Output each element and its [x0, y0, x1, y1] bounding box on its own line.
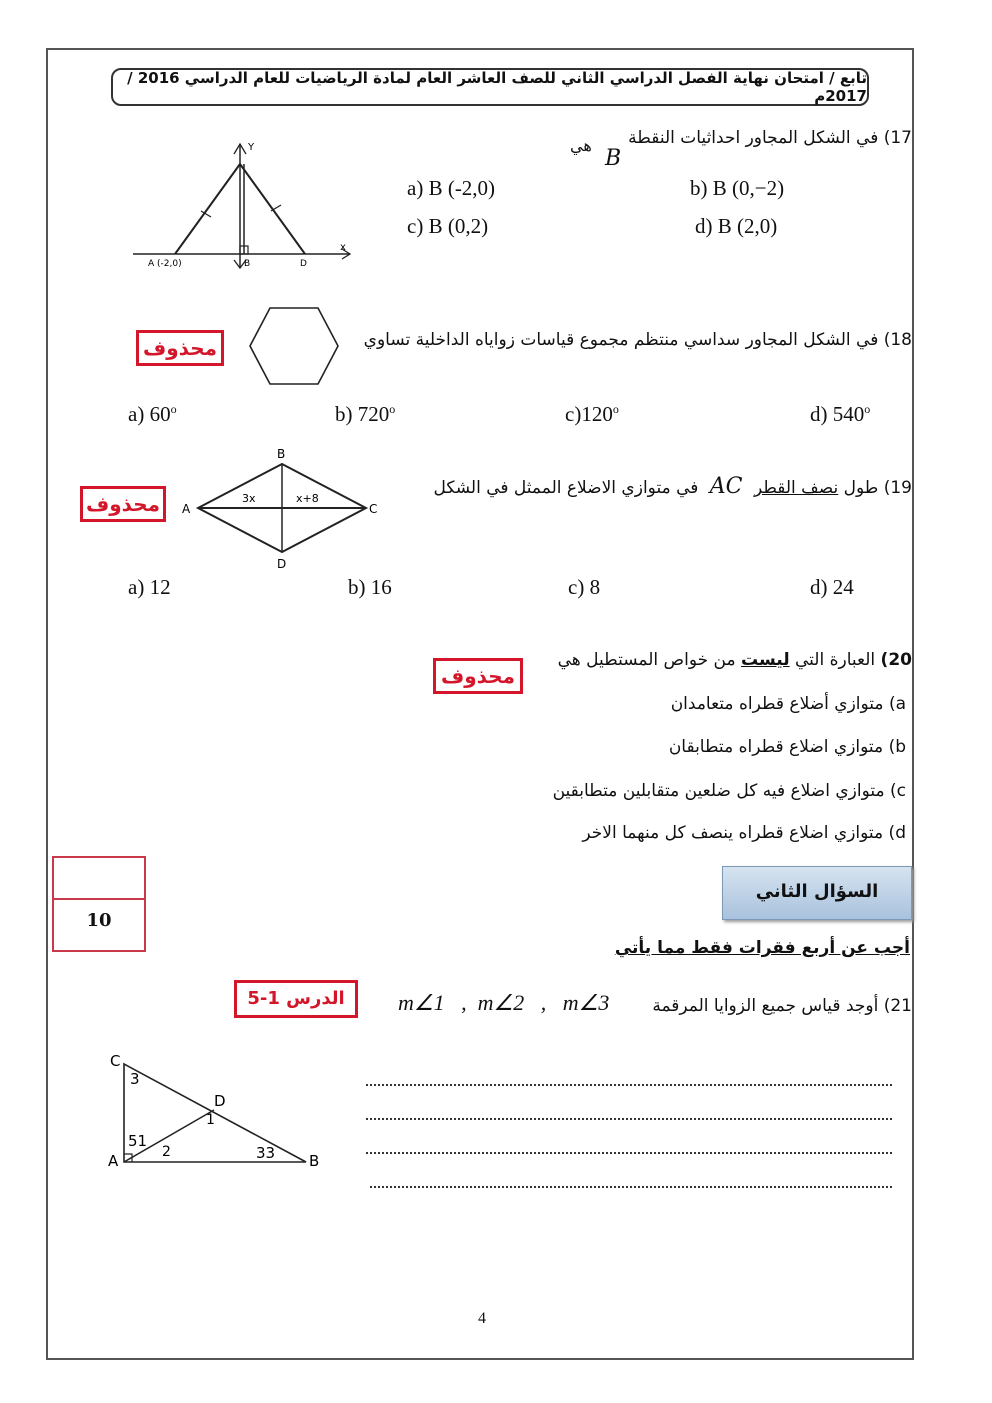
q19-option-b[interactable]: b) 16 — [348, 575, 392, 599]
q20-stem — [492, 650, 912, 670]
q21-lesson-stamp: الدرس 1-5 — [234, 980, 358, 1018]
q19-option-a[interactable]: a) 12 — [128, 575, 171, 599]
degree-mark: o — [170, 402, 177, 416]
exam-header-title: تابع / امتحان نهاية الفصل الدراسي الثاني للصف العاشر العام لمادة الرياضيات للعام الدراسي 2016 / 2017م — [127, 69, 867, 105]
vertex-a-label: A — [108, 1152, 119, 1170]
answer-line-3[interactable] — [366, 1152, 892, 1154]
vertex-c-label: C — [110, 1052, 121, 1070]
page-number: 4 — [478, 1310, 486, 1327]
degree-mark: o — [864, 402, 871, 416]
section2-title-text: السؤال الثاني — [755, 881, 879, 902]
q17-side-left — [175, 164, 240, 254]
q19-option-d[interactable]: d) 24 — [810, 575, 854, 599]
q18-option-c[interactable] — [565, 402, 619, 427]
triangle-figure — [104, 1048, 334, 1172]
score-value: 10 — [86, 910, 112, 931]
angle-2-label: 2 — [162, 1144, 171, 1160]
q19-stem-part1: 19) طول — [843, 478, 912, 498]
q18-option-d[interactable] — [810, 402, 870, 427]
q19-stem — [392, 474, 912, 499]
angle-51-label: 51 — [128, 1132, 148, 1150]
q20-deleted-stamp: محذوف — [433, 658, 523, 694]
q17-side-right — [240, 164, 305, 254]
q20-option-a[interactable]: a) متوازي أضلاع قطراه متعامدان — [670, 694, 906, 714]
q17-b-label: B — [244, 259, 251, 269]
q18-option-d-text: d) 540 — [810, 402, 865, 426]
vertex-b: B — [277, 447, 286, 461]
angle-3-label: 3 — [130, 1070, 140, 1088]
score-box — [52, 856, 146, 952]
q17-option-d[interactable]: d) B (2,0) — [695, 214, 778, 238]
hexagon-shape — [250, 308, 338, 384]
q19-deleted-stamp: محذوف — [80, 486, 166, 522]
q19-stem-underlined: نصف القطر — [753, 478, 839, 498]
score-divider — [54, 898, 144, 900]
parallelogram-figure — [176, 444, 386, 574]
q20-option-c[interactable]: c) متوازي اضلاع فيه كل ضلعين متقابلين متطابقين — [552, 781, 906, 801]
q20-stem-underlined: ليست — [740, 650, 790, 670]
answer-line-4[interactable] — [370, 1186, 892, 1188]
q17-a-label: A (-2,0) — [148, 259, 182, 269]
q17-d-label: D — [300, 259, 307, 269]
q18-option-a-text: a) 60 — [128, 402, 171, 426]
q18-option-b-text: b) 720 — [335, 402, 390, 426]
answer-line-1[interactable] — [366, 1084, 892, 1086]
segment-3x: 3x — [242, 492, 256, 505]
vertex-d: D — [277, 557, 287, 571]
q17-option-b[interactable]: b) B (0,−2) — [690, 176, 785, 200]
degree-mark: o — [612, 402, 619, 416]
q20-stem-part2: من خواص المستطيل هي — [557, 650, 736, 670]
q17-option-a[interactable]: a) B (-2,0) — [407, 176, 496, 200]
q20-number: 20) — [880, 650, 912, 670]
q17-stem-text: 17) في الشكل المجاور احداثيات النقطة — [628, 128, 912, 148]
q20-option-d[interactable]: d) متوازي اضلاع قطراه ينصف كل منهما الاخر — [582, 823, 906, 843]
q21-angles: m∠1 , m∠2 , m∠3 — [398, 990, 610, 1015]
q17-stem-end: هي — [570, 136, 592, 155]
q18-option-b[interactable] — [335, 402, 395, 427]
angle-1-label: 1 — [206, 1112, 215, 1128]
degree-mark: o — [389, 402, 396, 416]
q17-y-label: Y — [248, 142, 255, 153]
vertex-b-label: B — [309, 1152, 320, 1170]
q19-option-c[interactable]: c) 8 — [568, 575, 601, 599]
q21-stem: 21) أوجد قياس جميع الزوايا المرقمة — [652, 996, 912, 1016]
q19-stem-var: AC — [709, 474, 743, 499]
q20-option-b[interactable]: b) متوازي اضلاع قطراه متطابقان — [668, 737, 906, 757]
segment-x8: x+8 — [296, 492, 319, 505]
q17-stem — [432, 128, 912, 148]
q18-option-c-text: c)120 — [565, 402, 613, 426]
q17-option-c[interactable]: c) B (0,2) — [407, 214, 489, 238]
vertex-c: C — [369, 502, 378, 516]
angle-33-label: 33 — [256, 1144, 276, 1162]
section2-instruction: أجب عن أربع فقرات فقط مما يأتي — [614, 938, 910, 958]
q19-stem-part2: في متوازي الاضلاع الممثل في الشكل — [433, 478, 699, 498]
q18-deleted-stamp: محذوف — [136, 330, 224, 366]
q17-x-label: x — [340, 242, 346, 253]
q20-stem-part1: العبارة التي — [795, 650, 876, 670]
triangle-shape — [124, 1064, 306, 1162]
q17-figure — [128, 134, 358, 274]
q17-point: B — [605, 146, 622, 171]
q18-option-a[interactable] — [128, 402, 177, 427]
exam-header — [111, 68, 869, 106]
vertex-a: A — [182, 502, 191, 516]
hexagon-figure — [246, 306, 342, 388]
answer-line-2[interactable] — [366, 1118, 892, 1120]
section2-title — [722, 866, 912, 920]
vertex-d-label: D — [214, 1092, 226, 1110]
q18-stem: 18) في الشكل المجاور سداسي منتظم مجموع قياسات زواياه الداخلية تساوي — [363, 330, 912, 350]
